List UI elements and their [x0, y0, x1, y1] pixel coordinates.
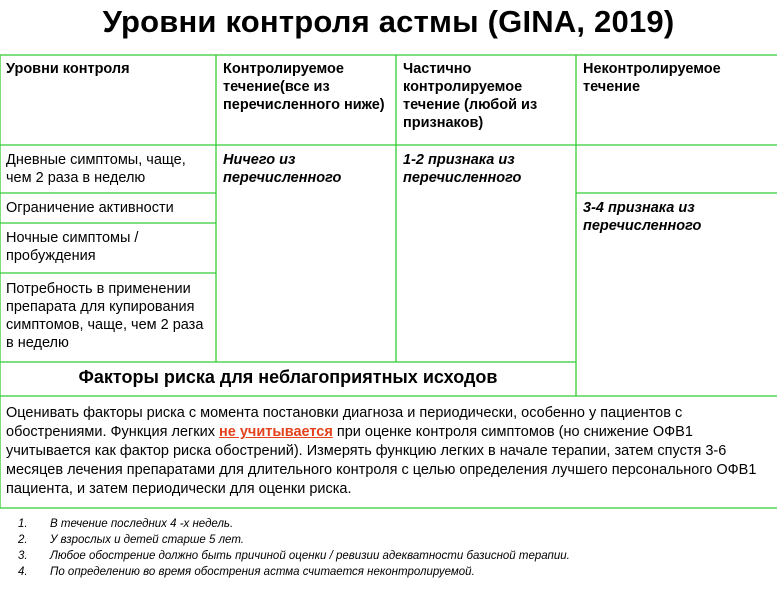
footnote-item: [18, 564, 773, 580]
header-controlled: Контролируемое течение(все из перечисленного ниже): [223, 61, 385, 113]
risk-title: Факторы риска для неблагоприятных исходов: [78, 367, 498, 387]
risk-text-2: при оценке контроля симптомов (но снижение ОФВ1 учитывается как фактор риска обострений). Измерять функцию легких в начале терапии, затем спустя 3-6 месяцев лечения препаратами для длительного контроля с целью определения лучшего персонального ОФВ1 пациента, и затем периодически для оценки риска.: [6, 424, 757, 497]
row-day-symptoms: Дневные симптомы, чаще, чем 2 раза в неделю: [6, 152, 186, 186]
footnote-text: У взрослых и детей старше 5 лет.: [50, 534, 244, 546]
risk-paragraph: [6, 404, 776, 499]
partial-value: 1-2 признака из перечисленного: [403, 152, 522, 186]
controlled-value: Ничего из перечисленного: [223, 152, 342, 186]
header-partial: Частично контролируемое течение (любой из признаков): [403, 61, 538, 131]
risk-text-1: Оценивать факторы риска с момента постановки диагноза и периодически, особенно у пациентов с обострениями. Функция легких: [6, 405, 683, 440]
footnotes: [18, 516, 773, 580]
row-activity-limit: Ограничение активности: [6, 200, 174, 216]
header-levels: Уровни контроля: [6, 61, 130, 77]
row-night-symptoms: Ночные симптомы / пробуждения: [6, 230, 139, 264]
footnote-number: 2.: [18, 534, 28, 546]
header-uncontrolled: Неконтролируемое течение: [583, 61, 721, 95]
footnote-text: Любое обострение должно быть причиной оценки / ревизии адекватности базисной терапии.: [50, 550, 570, 562]
footnote-item: [18, 516, 773, 532]
row-reliever-need: Потребность в применении препарата для купирования симптомов, чаще, чем 2 раза в неделю: [6, 281, 204, 351]
footnote-text: По определению во время обострения астма считается неконтролируемой.: [50, 566, 475, 578]
uncontrolled-value: 3-4 признака из перечисленного: [583, 200, 702, 234]
footnote-item: [18, 548, 773, 564]
risk-highlight: не учитывается: [218, 424, 333, 440]
footnote-number: 3.: [18, 550, 28, 562]
footnote-number: 1.: [18, 518, 28, 530]
footnote-text: В течение последних 4 -х недель.: [50, 518, 234, 530]
footnote-item: [18, 532, 773, 548]
footnote-number: 4.: [18, 566, 28, 578]
page-title: Уровни контроля астмы (GINA, 2019): [102, 4, 675, 39]
